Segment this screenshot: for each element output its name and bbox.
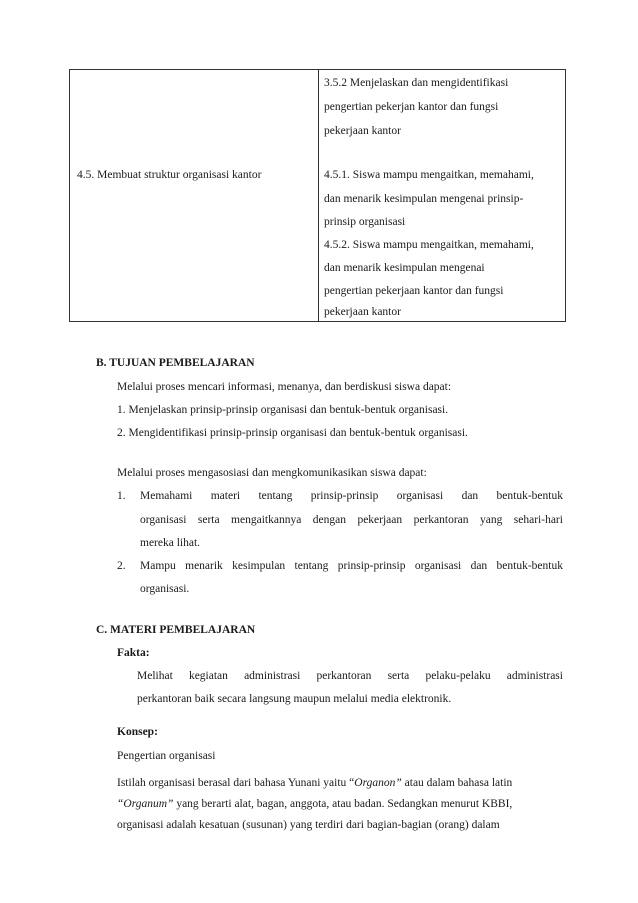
word: serta: [197, 514, 220, 526]
word: bentuk-bentuk: [496, 490, 563, 502]
word: yang: [479, 514, 503, 526]
word: perkantoran: [413, 514, 469, 526]
word: organisasi: [414, 560, 462, 572]
word: menarik: [185, 560, 223, 572]
section-b-heading: B. TUJUAN PEMBELAJARAN: [96, 357, 255, 369]
list-item: 1. Menjelaskan prinsip-prinsip organisasi dan bentuk-bentuk organisasi.: [117, 404, 449, 416]
table-column-divider: [318, 70, 319, 321]
text-span: Istilah organisasi berasal dari bahasa Yunani yaitu “: [117, 777, 355, 789]
word: pelaku-pelaku: [425, 670, 491, 682]
word: Memahami: [140, 490, 193, 502]
word: Mampu: [140, 560, 176, 572]
list-item-line: [140, 513, 563, 527]
fakta-line: [137, 669, 563, 683]
word: pekerjaan: [357, 514, 403, 526]
list-item-line: mereka lihat.: [140, 537, 201, 549]
table-right-line: pengertian pekerjaan kantor dan fungsi: [324, 285, 504, 297]
table-right-line: 4.5.1. Siswa mampu mengaitkan, memahami,: [324, 169, 534, 181]
paragraph-line: [117, 797, 512, 811]
word: kesimpulan: [232, 560, 286, 572]
word: dan: [461, 490, 479, 502]
word: administrasi: [506, 670, 563, 682]
konsep-label: Konsep:: [117, 726, 158, 738]
text-span: yang berarti alat, bagan, anggota, atau badan. Sedangkan menurut KBBI,: [173, 798, 513, 810]
table-right-line: pekerjaan kantor: [324, 125, 401, 137]
paragraph-line: [117, 776, 512, 790]
list-item-line: [140, 559, 563, 573]
word: kegiatan: [188, 670, 228, 682]
word: perkantoran: [316, 670, 372, 682]
italic-term: “Organum”: [117, 798, 174, 810]
section-c-heading: C. MATERI PEMBELAJARAN: [96, 624, 256, 636]
word: tentang: [294, 560, 329, 572]
list-item-line: organisasi.: [140, 583, 190, 595]
list-item: 2. Mengidentifikasi prinsip-prinsip organisasi dan bentuk-bentuk organisasi.: [117, 427, 468, 439]
word: tentang: [258, 490, 293, 502]
list-item-line: [140, 489, 563, 503]
paragraph-line: organisasi adalah kesatuan (susunan) yang terdiri dari bagian-bagian (orang) dalam: [117, 819, 500, 831]
fakta-line: perkantoran baik secara langsung maupun melalui media elektronik.: [137, 693, 452, 705]
word: organisasi: [140, 514, 187, 526]
list-item-number: 1.: [117, 490, 126, 502]
section-b-intro-2: Melalui proses mengasosiasi dan mengkomunikasikan siswa dapat:: [117, 467, 427, 479]
table-right-line: 3.5.2 Menjelaskan dan mengidentifikasi: [324, 77, 509, 89]
word: mengaitkannya: [231, 514, 302, 526]
word: Melihat: [137, 670, 173, 682]
word: dengan: [312, 514, 346, 526]
table-right-line: dan menarik kesimpulan mengenai prinsip-: [324, 193, 524, 205]
table-right-line: pengertian pekerjan kantor dan fungsi: [324, 101, 499, 113]
word: dan: [470, 560, 488, 572]
section-b-intro: Melalui proses mencari informasi, menanya, dan berdiskusi siswa dapat:: [117, 381, 452, 393]
table-right-line: prinsip organisasi: [324, 216, 406, 228]
text-span: atau dalam bahasa latin: [401, 777, 513, 789]
word: organisasi: [396, 490, 444, 502]
word: sehari-hari: [513, 514, 563, 526]
konsep-title: Pengertian organisasi: [117, 750, 216, 762]
table-right-line: 4.5.2. Siswa mampu mengaitkan, memahami,: [324, 239, 534, 251]
word: prinsip-prinsip: [310, 490, 379, 502]
word: administrasi: [244, 670, 301, 682]
table-left-cell: 4.5. Membuat struktur organisasi kantor: [77, 169, 262, 181]
word: bentuk-bentuk: [496, 560, 563, 572]
list-item-number: 2.: [117, 560, 126, 572]
fakta-label: Fakta:: [117, 647, 150, 659]
word: materi: [210, 490, 241, 502]
table-right-line: pekerjaan kantor: [324, 306, 401, 318]
italic-term: Organon”: [354, 777, 402, 789]
word: prinsip-prinsip: [337, 560, 406, 572]
table-right-line: dan menarik kesimpulan mengenai: [324, 262, 485, 274]
word: serta: [387, 670, 410, 682]
